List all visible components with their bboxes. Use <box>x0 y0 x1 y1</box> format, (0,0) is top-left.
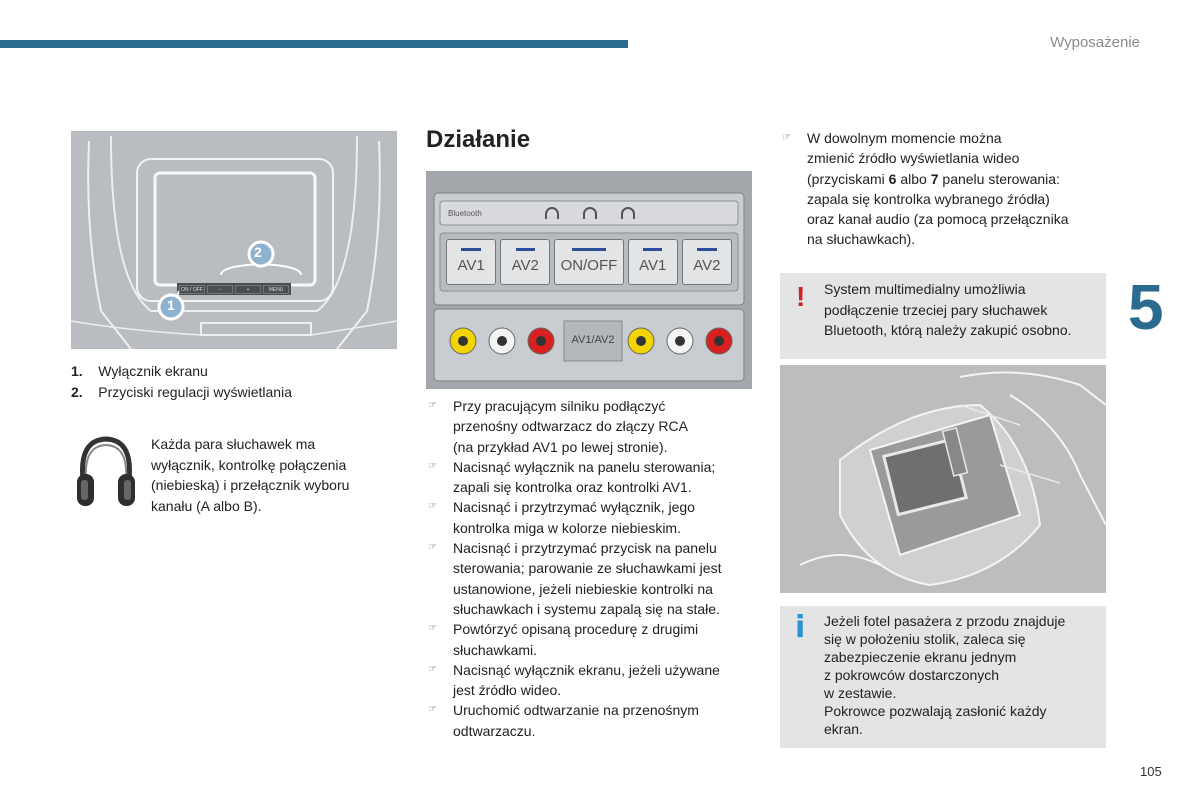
step-1: ☞ Przy pracującym silniku podłączyć przenośny odtwarzacz do złączy RCA (na przykład AV1 po lewej stronie). <box>426 396 756 457</box>
headphones-description: Każda para słuchawek ma wyłącznik, kontrolkę połączenia (niebieską) i przełącznik wyboru kanału (A albo B). <box>151 436 350 514</box>
step-2: ☞ Nacisnąć wyłącznik na panelu sterowania; zapali się kontrolka oraz kontrolki AV1. <box>426 457 756 498</box>
warning-text: System multimedialny umożliwia podłączenie trzeciej pary słuchawek Bluetooth, którą należy zakupić osobno. <box>824 281 1072 338</box>
source-note: ☞ W dowolnym momencie można zmienić źródło wyświetlania wideo (przyciskami 6 albo 7 panelu sterowania: zapala się kontrolka wybranego źródła) oraz kanał audio (za pomocą przełącznika na słuchawkach). <box>780 128 1110 250</box>
screen-buttons <box>179 285 289 294</box>
step-4: ☞ Nacisnąć i przytrzymać przycisk na panelu sterowania; parowanie ze słuchawkami jest ustanowione, jeżeli niebieskie kontrolki na słuchawkach i systemu zapalą się na stałe. <box>426 538 756 619</box>
minus-button[interactable]: − <box>207 285 233 294</box>
step-7: ☞ Uruchomić odtwarzanie na przenośnym odtwarzaczu. <box>426 700 756 741</box>
steps-list <box>426 396 756 741</box>
av1-button-right[interactable]: AV1 <box>628 239 678 285</box>
info-box <box>780 606 1106 748</box>
step-5: ☞ Powtórzyć opisaną procedurę z drugimi słuchawkami. <box>426 619 756 660</box>
headphones-icon <box>73 434 139 510</box>
on-off-button[interactable]: ON / OFF <box>179 285 205 294</box>
warning-icon: ! <box>796 281 806 312</box>
bluetooth-label: Bluetooth <box>448 209 482 218</box>
control-panel-figure <box>426 171 752 389</box>
on-off-panel-button[interactable]: ON/OFF <box>554 239 623 285</box>
av2-button[interactable]: AV2 <box>500 239 550 285</box>
chapter-number: 5 <box>1128 271 1164 343</box>
caption-1: 1. Wyłącznik ekranu <box>71 363 208 379</box>
plus-button[interactable]: + <box>235 285 261 294</box>
section-title: Wyposażenie <box>1050 34 1140 51</box>
section-heading: Działanie <box>426 126 531 153</box>
callout-1: 1 <box>167 297 175 313</box>
menu-button[interactable]: MENU <box>263 285 289 294</box>
page-number: 105 <box>1140 764 1162 779</box>
rca-jacks <box>426 171 752 389</box>
figure-captions <box>71 361 292 403</box>
caption-2: 2. Przyciski regulacji wyświetlania <box>71 384 292 400</box>
screen-cover-figure <box>780 365 1106 593</box>
info-icon: i <box>795 610 806 645</box>
info-text: Jeżeli fotel pasażera z przodu znajduje się w położeniu stolik, zaleca się zabezpieczenie ekranu jednym z pokrowców dostarczonych w zestawie. Pokrowce pozwalają zasłonić każdy ekran. <box>824 613 1066 737</box>
jack-label: AV1/AV2 <box>571 334 615 346</box>
screen-illustration <box>71 131 397 349</box>
callout-2: 2 <box>254 244 262 260</box>
screen-figure <box>71 131 397 349</box>
av2-button-right[interactable]: AV2 <box>682 239 732 285</box>
header-bar <box>0 40 628 48</box>
step-3: ☞ Nacisnąć i przytrzymać wyłącznik, jego kontrolka miga w kolorze niebieskim. <box>426 497 756 538</box>
warning-box <box>780 273 1106 359</box>
step-6: ☞ Nacisnąć wyłącznik ekranu, jeżeli używane jest źródło wideo. <box>426 660 756 701</box>
av1-button[interactable]: AV1 <box>446 239 496 285</box>
